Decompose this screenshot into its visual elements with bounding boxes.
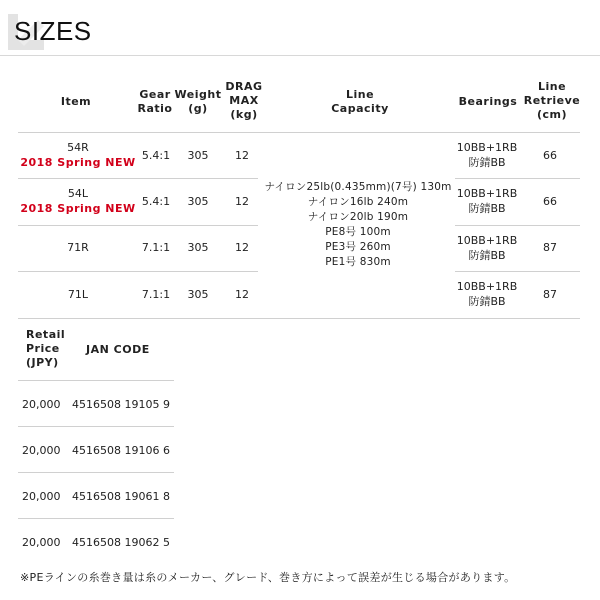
table-row-price: 20,000 [22, 444, 61, 457]
row-divider [18, 132, 580, 133]
table-row-model: 54R 2018 Spring NEW [18, 140, 138, 170]
header-retail-price: Retail Price (JPY) [26, 328, 66, 369]
header-drag-max: DRAG MAX (kg) [225, 80, 263, 121]
row-divider [18, 472, 174, 473]
table-row-jan: 4516508 19106 6 [72, 444, 170, 457]
table-row-jan: 4516508 19062 5 [72, 536, 170, 549]
new-badge: 2018 Spring NEW [20, 156, 136, 169]
row-divider [18, 178, 258, 179]
table-row-drag-max: 12 [235, 195, 249, 208]
header-item: Item [60, 95, 92, 108]
row-divider [455, 225, 580, 226]
table-row-gear-ratio: 7.1:1 [141, 288, 171, 301]
row-divider [18, 426, 174, 427]
table-row-jan: 4516508 19061 8 [72, 490, 170, 503]
row-divider [455, 178, 580, 179]
table-row-drag-max: 12 [235, 241, 249, 254]
table-row-model: 71R [67, 241, 89, 254]
table-row-gear-ratio: 7.1:1 [141, 241, 171, 254]
table-row-line-retrieve: 66 [543, 149, 557, 162]
table-row-price: 20,000 [22, 536, 61, 549]
table-row-drag-max: 12 [235, 288, 249, 301]
row-divider [455, 271, 580, 272]
table-row-price: 20,000 [22, 398, 61, 411]
table-row-line-retrieve: 87 [543, 241, 557, 254]
page-title: SIZES [14, 16, 92, 46]
table-row-weight: 305 [187, 149, 209, 162]
table-row-gear-ratio: 5.4:1 [141, 195, 171, 208]
table-row-drag-max: 12 [235, 149, 249, 162]
table-row-price: 20,000 [22, 490, 61, 503]
table-row-weight: 305 [187, 195, 209, 208]
table-row-line-retrieve: 87 [543, 288, 557, 301]
row-divider [18, 225, 258, 226]
table-row-weight: 305 [187, 241, 209, 254]
header-divider [0, 55, 600, 56]
header-line-retrieve: Line Retrieve (cm) [523, 80, 581, 121]
header-line-capacity: Line Capacity [331, 88, 389, 115]
footnote: ※PEラインの糸巻き量は糸のメーカー、グレード、巻き方によって誤差が生じる場合があります。 [20, 571, 516, 584]
row-divider [18, 318, 580, 319]
table-row-bearings: 10BB+1RB 防錆BB [456, 141, 518, 169]
header-gear-ratio: Gear Ratio [137, 88, 173, 115]
header-jan-code: JAN CODE [86, 343, 150, 356]
row-divider [18, 518, 174, 519]
line-capacity-cell: ナイロン25lb(0.435mm)(7号) 130m ナイロン16lb 240m ナイロン20lb 190m PE8号 100m PE3号 260m PE1号 830m [264, 181, 452, 268]
table-row-bearings: 10BB+1RB 防錆BB [456, 280, 518, 308]
table-row-gear-ratio: 5.4:1 [141, 149, 171, 162]
table-row-model: 54L 2018 Spring NEW [18, 186, 138, 216]
table-row-model: 71L [67, 288, 89, 301]
header-bearings: Bearings [458, 95, 518, 108]
table-row-line-retrieve: 66 [543, 195, 557, 208]
row-divider [18, 271, 258, 272]
new-badge: 2018 Spring NEW [20, 202, 136, 215]
table-row-bearings: 10BB+1RB 防錆BB [456, 187, 518, 215]
row-divider [18, 380, 174, 381]
table-row-weight: 305 [187, 288, 209, 301]
table-row-bearings: 10BB+1RB 防錆BB [456, 234, 518, 262]
header-weight: Weight (g) [174, 88, 222, 115]
page-header [0, 0, 600, 56]
table-row-jan: 4516508 19105 9 [72, 398, 170, 411]
